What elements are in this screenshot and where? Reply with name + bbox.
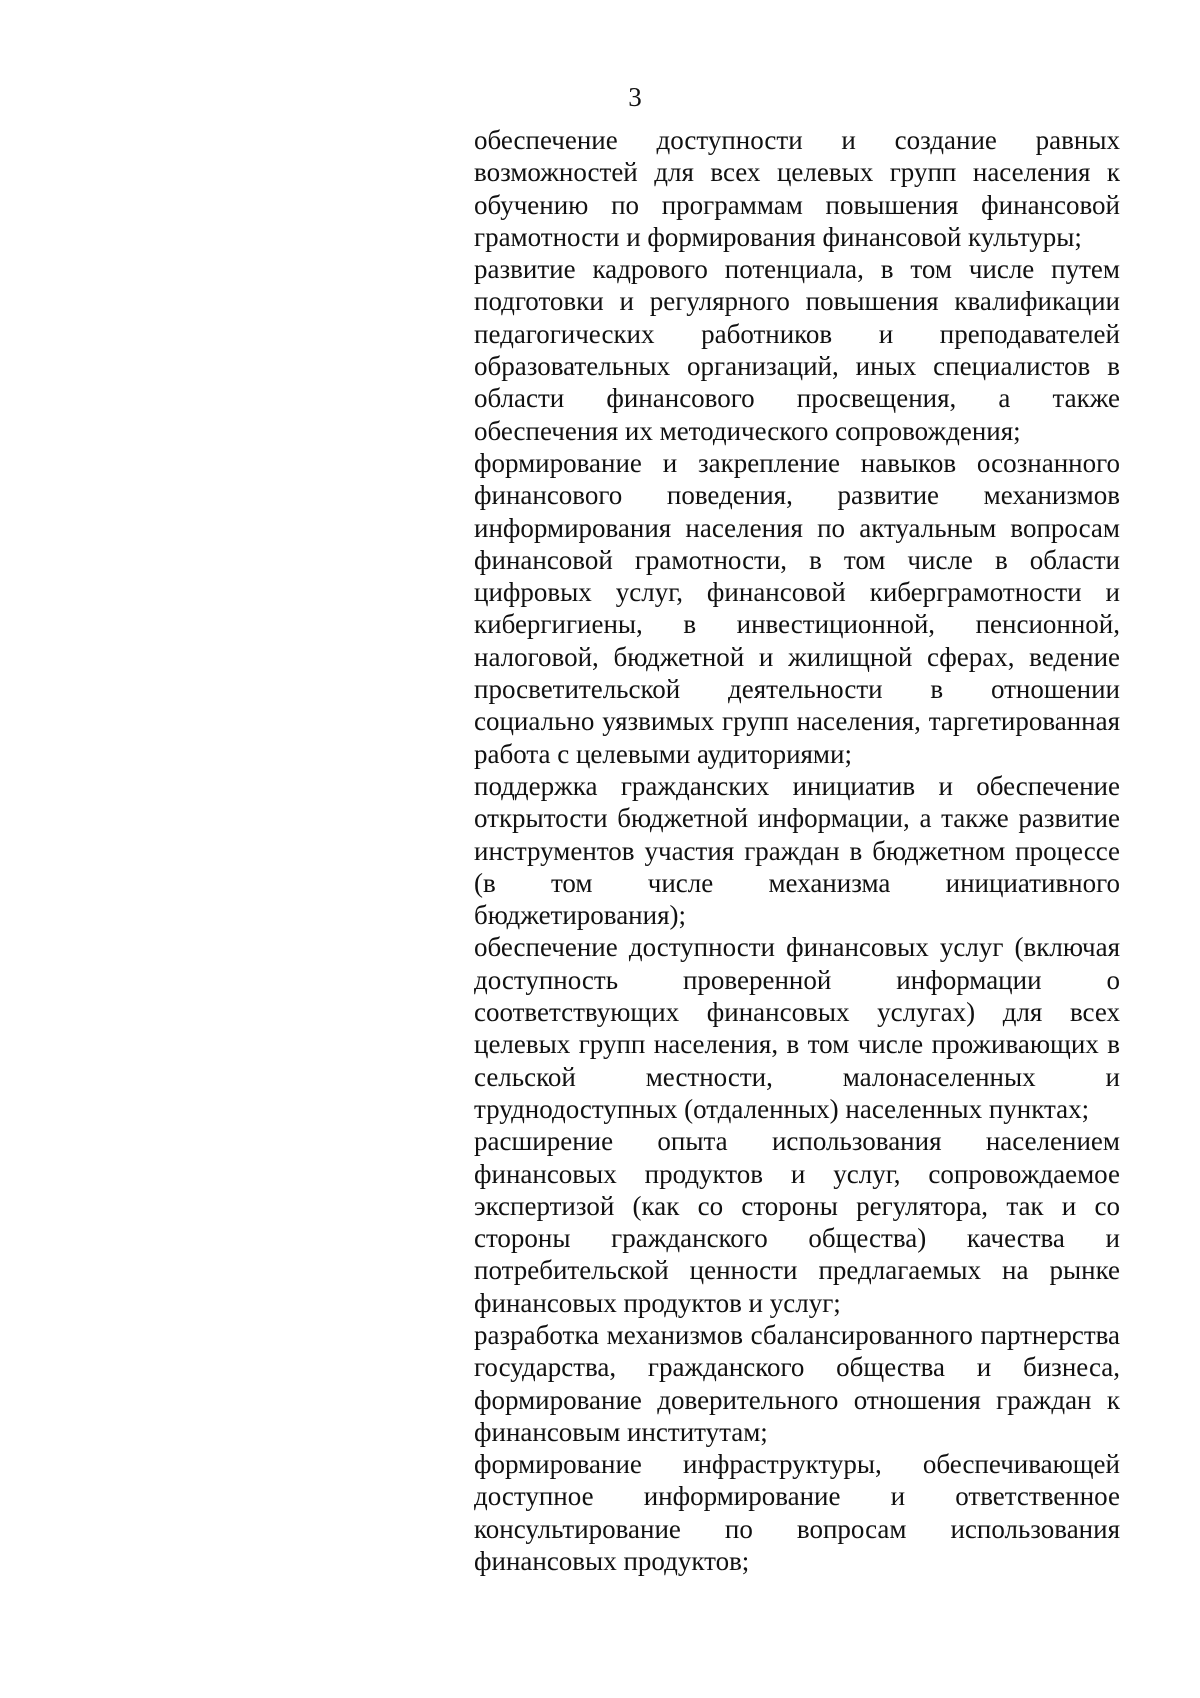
document-body (474, 124, 1120, 1577)
list-item: расширение опыта использования населением финансовых продуктов и услуг, сопровождаемое экспертизой (как со стороны регулятора, так и со стороны гражданского общества) качества и потребительской ценности предлагаемых на рынке финансовых продуктов и услуг; (474, 1126, 1120, 1318)
list-item: формирование инфраструктуры, обеспечивающей доступное информирование и ответственное консультирование по вопросам использования финансовых продуктов; (474, 1449, 1120, 1577)
list-item: формирование и закрепление навыков осознанного финансового поведения, развитие механизмов информирования населения по актуальным вопросам финансовой грамотности, в том числе в области цифровых услуг, финансовой киберграмотности и кибергигиены, в инвестиционной, пенсионной, налоговой, бюджетной и жилищной сферах, ведение просветительской деятельности в отношении социально уязвимых групп населения, таргетированная работа с целевыми аудиториями; (474, 447, 1120, 769)
list-item: обеспечение доступности и создание равных возможностей для всех целевых групп населения к обучению по программам повышения финансовой грамотности и формирования финансовой культуры; (474, 125, 1120, 252)
page-number: 3 (628, 82, 642, 112)
list-item: обеспечение доступности финансовых услуг (включая доступность проверенной информации о соответствующих финансовых услугах) для всех целевых групп населения, в том числе проживающих в сельской местности, малонаселенных и труднодоступных (отдаленных) населенных пунктах; (474, 932, 1120, 1124)
list-item: развитие кадрового потенциала, в том числе путем подготовки и регулярного повышения квалификации педагогических работников и преподавателей образовательных организаций, иных специалистов в области финансового просвещения, а также обеспечения их методического сопровождения; (474, 254, 1120, 446)
list-item: поддержка гражданских инициатив и обеспечение открытости бюджетной информации, а также развитие инструментов участия граждан в бюджетном процессе (в том числе механизма инициативного бюджетирования); (474, 770, 1120, 931)
list-item: разработка механизмов сбалансированного партнерства государства, гражданского общества и бизнеса, формирование доверительного отношения граждан к финансовым институтам; (474, 1319, 1120, 1447)
